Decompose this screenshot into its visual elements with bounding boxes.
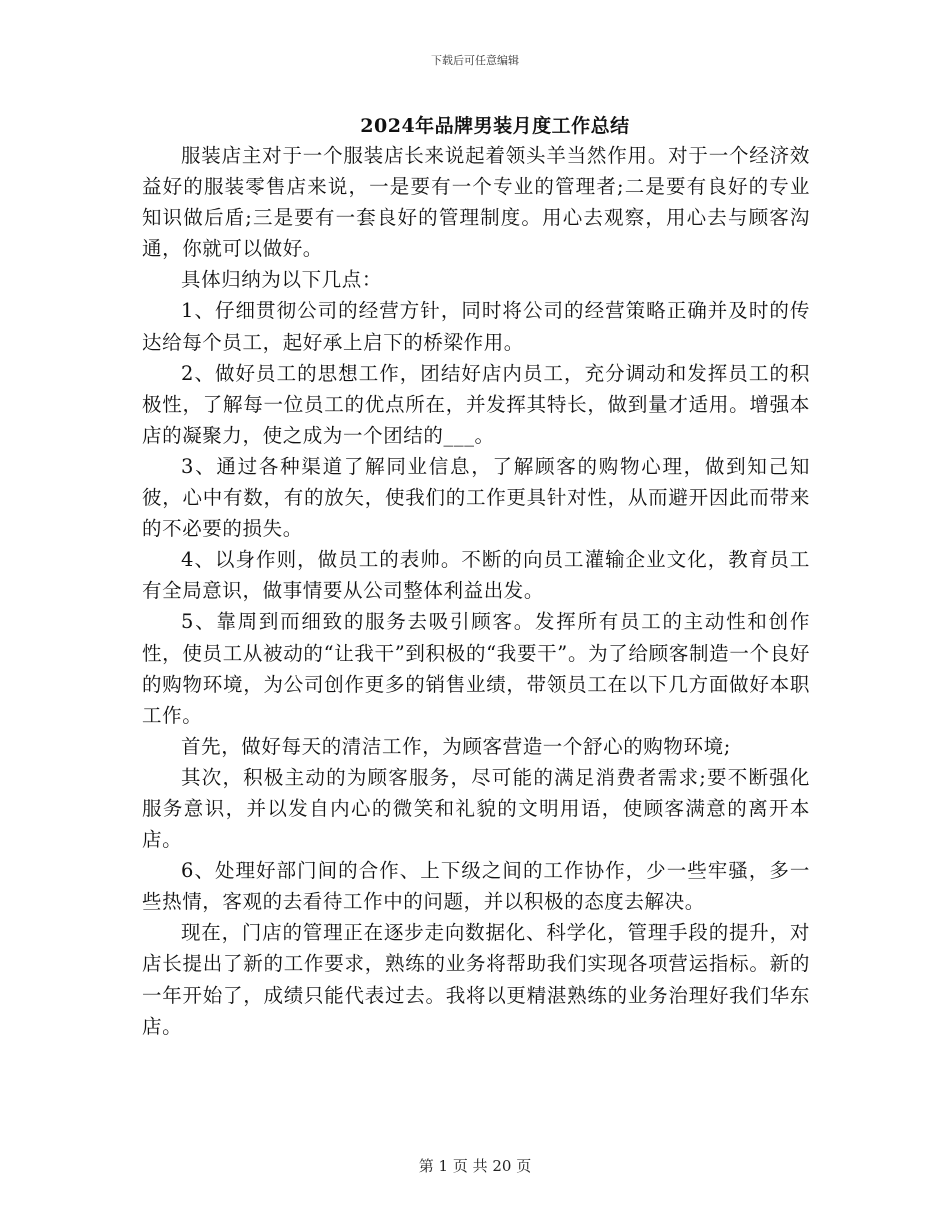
paragraph-summary-lead: 具体归纳为以下几点： [181,268,383,292]
paragraph-first: 首先，做好每天的清洁工作，为顾客营造一个舒心的购物环境; [181,734,731,758]
paragraph-point-4: 4、以身作则，做员工的表帅。不断的向员工灌输企业文化，教育员工有全局意识，做事情要从公司整体利益出发。 [142,548,810,603]
paragraph-point-1: 1、仔细贯彻公司的经营方针，同时将公司的经营策略正确并及时的传达给每个员工，起好承上启下的桥梁作用。 [142,299,810,354]
page-header-note: 下载后可任意编辑 [431,54,519,67]
document-body [142,140,810,1042]
paragraph-point-5: 5、靠周到而细致的服务去吸引顾客。发挥所有员工的主动性和创作性，使员工从被动的“让我干”到积极的“我要干”。为了给顾客制造一个良好的购物环境，为公司创作更多的销售业绩，带领员工在以下几方面做好本职工作。 [142,610,810,727]
paragraph-intro: 服装店主对于一个服装店长来说起着领头羊当然作用。对于一个经济效益好的服装零售店来说，一是要有一个专业的管理者;二是要有良好的专业知识做后盾;三是要有一套良好的管理制度。用心去观察，用心去与顾客沟通，你就可以做好。 [142,144,810,261]
paragraph-point-6: 6、处理好部门间的合作、上下级之间的工作协作，少一些牢骚，多一些热情，客观的去看待工作中的问题，并以积极的态度去解决。 [142,859,810,914]
paragraph-conclusion: 现在，门店的管理正在逐步走向数据化、科学化，管理手段的提升，对店长提出了新的工作要求，熟练的业务将帮助我们实现各项营运指标。新的一年开始了，成绩只能代表过去。我将以更精湛熟练的业务治理好我们华东店。 [142,921,810,1038]
paragraph-point-3: 3、通过各种渠道了解同业信息，了解顾客的购物心理，做到知己知彼，心中有数，有的放矢，使我们的工作更具针对性，从而避开因此而带来的不必要的损失。 [142,454,810,541]
page-number: 第 1 页 共 20 页 [418,1157,532,1175]
document-title: 2024年品牌男装月度工作总结 [360,115,630,137]
paragraph-point-2: 2、做好员工的思想工作，团结好店内员工，充分调动和发挥员工的积极性，了解每一位员工的优点所在，并发挥其特长，做到量才适用。增强本店的凝聚力，使之成为一个团结的___。 [142,361,810,447]
paragraph-second: 其次，积极主动的为顾客服务，尽可能的满足消费者需求;要不断强化服务意识，并以发自内心的微笑和礼貌的文明用语，使顾客满意的离开本店。 [142,765,810,852]
